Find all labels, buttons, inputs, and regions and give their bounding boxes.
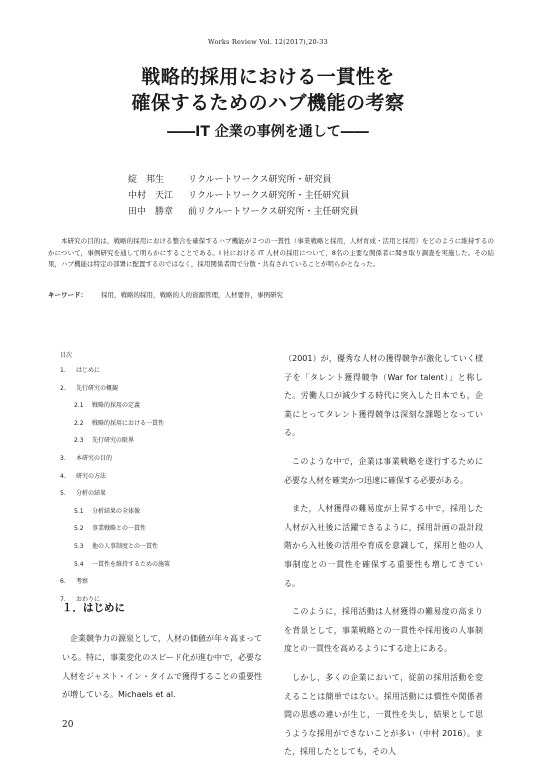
keywords-items: 採用，戦略的採用，戦略的人的資源管理，人材要件，事例研究 (101, 291, 283, 299)
toc-item (60, 418, 260, 436)
toc-item-label: おわりに (76, 595, 101, 603)
toc-item-label: 戦略的採用の定義 (92, 402, 141, 410)
author-affiliation: リクルートワークス研究所・主任研究員 (188, 191, 350, 201)
toc-item-number: 4. (60, 472, 66, 480)
toc-item-label: 戦略的採用における一貫性 (92, 419, 165, 427)
title-line-2: 確保するためのハブ機能の考察 (131, 92, 405, 114)
toc-item-label: 分析の結果 (76, 490, 107, 498)
toc-item-number: 1. (60, 367, 66, 374)
toc-item-label: はじめに (76, 367, 101, 374)
toc-item (60, 365, 260, 383)
toc-item-number: 2.1 (74, 402, 84, 410)
toc-item-number: 6. (60, 578, 66, 586)
paragraph: しかし，多くの企業において，従前の採用活動を変えることは簡単ではない。採用活動には慣性や関係者間の思惑の違いが生じ，一貫性を失し，結果として思うような採用ができないことが多い（中村 2016）。また，採用したとしても，その人 (284, 672, 483, 757)
section-heading: １．はじめに (62, 602, 125, 614)
toc-item-number: 2.3 (74, 437, 84, 445)
toc-item-number: 2.2 (74, 419, 84, 427)
paragraph: また，人材獲得の難易度が上昇する中で，採用した人材が入社後に活躍できるように，採用計画の設計段階から入社後の活用や育成を意識して，採用と他の人事制度との一貫性を確保する重要性も増してきている。 (284, 504, 483, 588)
toc-item-number: 5.4 (74, 560, 84, 568)
toc-item (60, 383, 260, 401)
paragraph: （2001）が，優秀な人材の獲得競争が激化していく様子を「タレント獲得競争（War for talent）」と称した。労働人口が減少する時代に突入した日本でも，企業にとってタレント獲得競争は深刻な課題となっている。 (284, 354, 483, 438)
author-name: 中村 天江 (128, 191, 174, 201)
toc-item-label: 研究の方法 (76, 472, 107, 480)
toc-item-label: 一貫性を維持するための施策 (92, 560, 171, 568)
toc-item (60, 506, 260, 524)
toc-item-label: 考察 (76, 578, 89, 586)
toc-item-number: 5.1 (74, 507, 84, 515)
toc-item (60, 541, 260, 559)
toc-item (60, 400, 260, 418)
author-entry (128, 204, 358, 220)
keywords-label: キーワード： (48, 291, 87, 299)
author-name: 田中 勝章 (128, 207, 174, 217)
body-right-column (284, 350, 483, 772)
toc-heading: 目次 (60, 352, 73, 359)
toc-item (60, 453, 260, 471)
author-entry (128, 188, 358, 204)
toc-item (60, 559, 260, 577)
toc-item-number: 7. (60, 595, 66, 603)
toc-item (60, 471, 260, 489)
toc-item-label: 先行研究の概観 (76, 384, 119, 392)
toc-item-label: 事業戦略との一貫性 (92, 525, 147, 533)
toc-item-label: 分析結果の全体像 (92, 507, 141, 515)
table-of-contents (60, 350, 260, 611)
toc-item-label: 他の人事制度との一貫性 (92, 542, 159, 550)
page-number: 20 (62, 720, 74, 730)
toc-item-label: 先行研究の限界 (92, 437, 135, 445)
subtitle: ――IT 企業の事例を通して―― (167, 124, 369, 140)
paragraph: このように，採用活動は人材獲得の難易度の高まりを背景として，事業戦略との一貫性や採用後の人事制度との一貫性を高めるようにする途上にある。 (284, 607, 483, 654)
toc-item-number: 5.2 (74, 525, 84, 533)
keywords (48, 290, 494, 301)
toc-item (60, 523, 260, 541)
toc-item-number: 2. (60, 384, 66, 392)
section-body-left: 企業競争力の源泉として，人材の価値が年々高まっている。特に，事業変化のスピード化が進む中で，必要な人材をジャスト・イン・タイムで獲得することの重要性が増している。Michaels et al. (62, 634, 262, 700)
toc-item-label: 本研究の目的 (76, 454, 113, 462)
toc-item-number: 5.3 (74, 542, 84, 550)
toc-item (60, 488, 260, 506)
author-list (128, 172, 358, 220)
author-affiliation: リクルートワークス研究所・研究員 (188, 175, 332, 185)
paragraph: このような中で，企業は事業戦略を遂行するために必要な人材を確実かつ迅速に確保する必要がある。 (284, 456, 483, 485)
toc-item-number: 3. (60, 454, 66, 462)
author-name: 綻 邦生 (128, 175, 165, 185)
journal-header: Works Review Vol. 12(2017),20-33 (208, 38, 328, 46)
toc-item-number: 5. (60, 490, 66, 498)
title-line-1: 戦略的採用における一貫性を (141, 66, 395, 88)
toc-item (60, 576, 260, 594)
abstract: 本研究の目的は，戦略的採用における整合を確保するハブ機能が２つの一貫性（事業戦略と採用，人材育成・活用と採用）をどのように維持するのかについて，事例研究を通して明らかにすることである。I 社における IT 人材の採用について，8名の主要な関係者に聞き取り調査を実施した。その結果，ハブ機能は特定の部署に配置するのではなく，採用関係者間で分散・共有されていることが明らかとなった。 (48, 237, 494, 268)
author-entry (128, 172, 358, 188)
author-affiliation: 前リクルートワークス研究所・主任研究員 (188, 207, 359, 217)
toc-item (60, 435, 260, 453)
